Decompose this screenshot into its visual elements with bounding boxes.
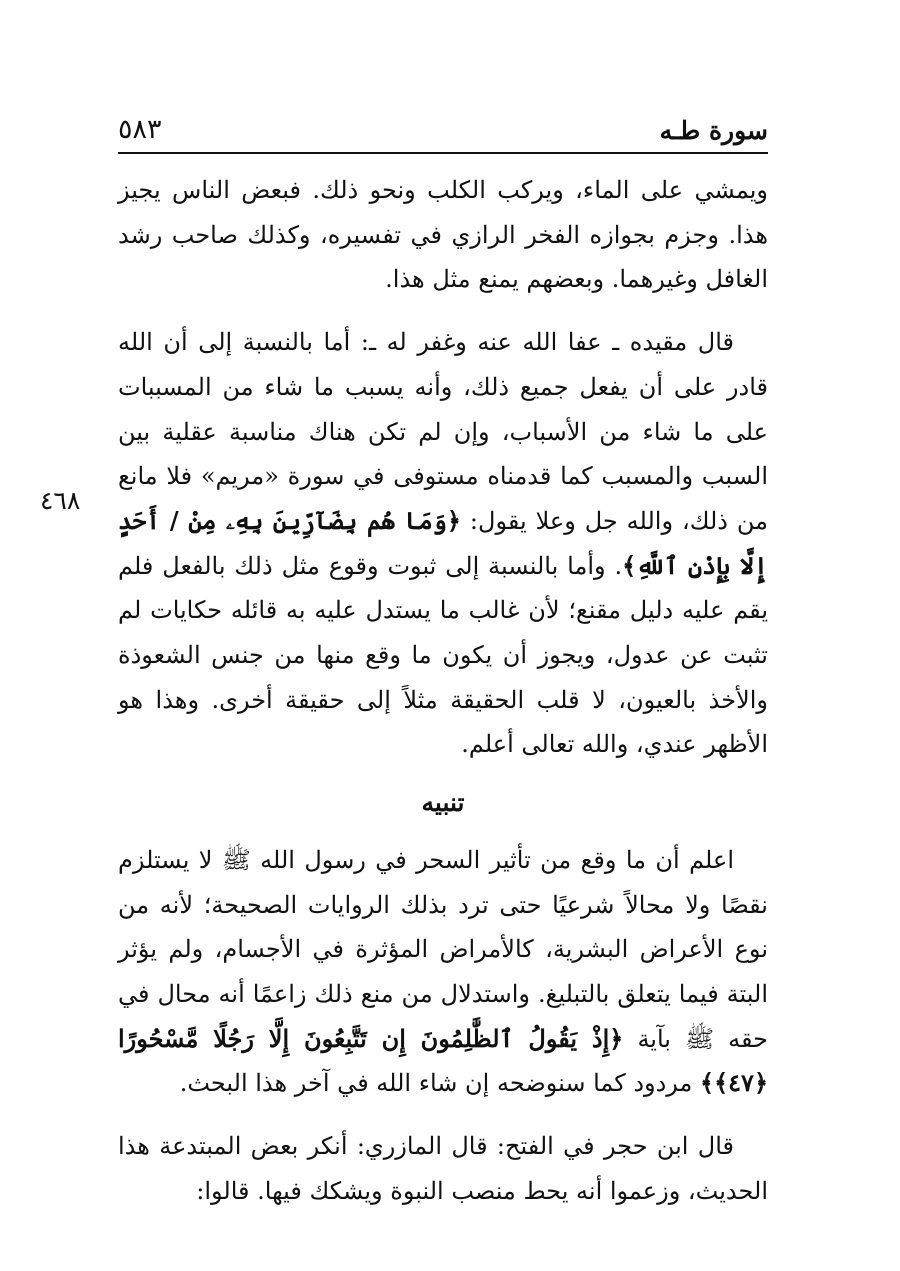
quran-bracket-close: ﴾ [622, 550, 637, 580]
paragraph-gap [118, 1106, 768, 1124]
paragraph-2 [118, 320, 768, 767]
quran-bracket-open: ﴿ [446, 505, 461, 535]
paragraph-1: ويمشي على الماء، ويركب الكلب ونحو ذلك. فبعض الناس يجيز هذا. وجزم بجوازه الفخر الرازي في تفسيره، وكذلك صاحب رشد الغافل وغيرهما. وبعضهم يمنع مثل هذا. [118, 176, 768, 294]
paragraph-gap [118, 302, 768, 320]
quran-verse-2: إِذْ يَقُولُ ٱلظَّٰلِمُونَ إِن تَتَّبِعُونَ إِلَّا رَجُلًا مَّسْحُورًا ﴿٤٧﴾ [118, 1023, 768, 1098]
margin-page-reference: ٤٦٨ [40, 486, 81, 515]
page-header [118, 112, 768, 154]
surah-title: سورة طـه [659, 116, 768, 145]
paragraph-3-text-after: مردود كما سنوضحه إن شاء الله في آخر هذا البحث. [179, 1069, 693, 1098]
quran-verse-1: وَمَا هُم بِضَآرِّينَ بِهِۦ مِنْ / أَحَدٍ إِلَّا بِإِذْنِ ٱللَّهِ [118, 505, 768, 580]
page-number: ٥٨٣ [118, 114, 162, 145]
paragraph-4: قال ابن حجر في الفتح: قال المازري: أنكر بعض المبتدعة هذا الحديث، وزعموا أنه يحط منصب النبوة ويشكك فيها. قالوا: [118, 1132, 768, 1205]
quran-bracket-close: ﴾ [700, 1068, 715, 1098]
paragraph-3-text-before: اعلم أن ما وقع من تأثير السحر في رسول الله ﷺ لا يستلزم نقصًا ولا محالاً شرعيًا حتى ترد بذلك الروايات الصحيحة؛ لأنه من نوع الأعراض البشرية، كالأمراض المؤثرة في الأجسام، ولم يؤثر البتة فيما يتعلق بالتبليغ. واستدلال من منع ذلك زاعمًا أنه محال في حقه ﷺ بآية [118, 845, 769, 1053]
section-heading: تنبيه [421, 788, 465, 818]
paragraph-2-text-before: قال مقيده ـ عفا الله عنه وغفر له ـ: أما بالنسبة إلى أن الله قادر على أن يفعل جميع ذلك، وأنه يسبب ما شاء من المسببات على ما شاء من الأسباب، وإن لم تكن هناك مناسبة عقلية بين السبب والمسبب كما قدمناه مستوفى في سورة «مريم» فلا مانع من ذلك، والله جل وعلا يقول: [118, 328, 769, 535]
paragraph-3 [118, 838, 768, 1106]
paragraph-2-text-after: . وأما بالنسبة إلى ثبوت وقوع مثل ذلك بالفعل فلم يقم عليه دليل مقنع؛ لأن غالب ما يستدل عليه به قائله حكايات لم تثبت عن عدول، ويجوز أن يكون ما وقع منها من جنس الشعوذة والأخذ بالعيون، لا قلب الحقيقة مثلاً إلى حقيقة أخرى. وهذا هو الأظهر عندي، والله تعالى أعلم. [118, 551, 768, 759]
quran-bracket-open: ﴿ [609, 1023, 624, 1053]
page-body [118, 168, 768, 1213]
